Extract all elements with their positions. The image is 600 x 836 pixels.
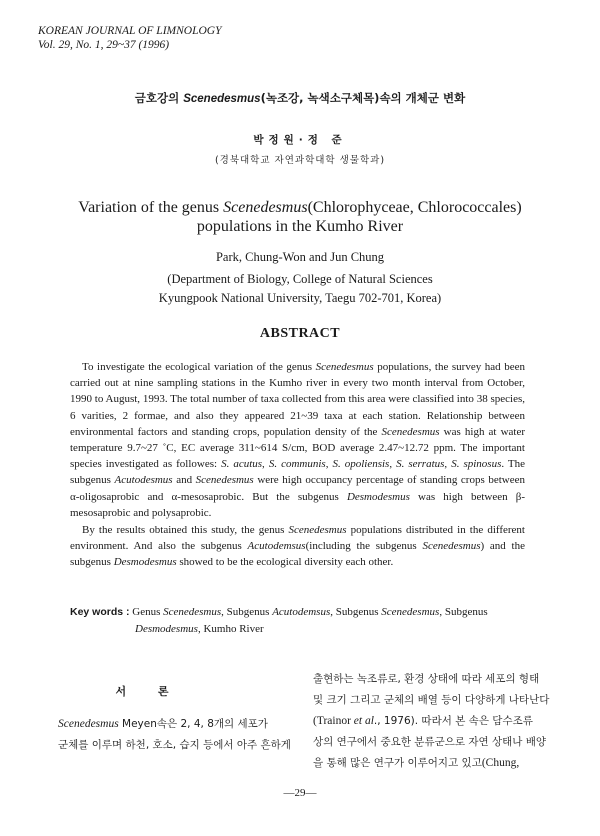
abstract-paragraph-1: To investigate the ecological variation of the genus Scenedesmus populations, the survey had been carried out at nine sampling stations in the Kumho river in every two month interval from October, 1990 to August, 1993. The total number of taxa collected from this area were classified into 38 species, 6 varities, 2 formae, and also they appeared 21~39 taxa at each station. Relationship between environmental factors and standing crops, population density of the Scenedesmus was high at water temperature 9.7~27 ˚C, EC average 311~614 S/cm, BOD average 2.47~12.72 ppm. The important species investigated as followes: S. acutus, S. communis, S. opoliensis, S. serratus, S. spinosus. The subgenus Acutodesmus and Scenedesmus were high occupancy percentage of standing crops between α-oligosaprobic and α-mesosaprobic. But the subgenus Desmodesmus was high between β-mesosaprobic and polysaprobic. xyxy=(70,361,526,519)
english-title-line2: populations in the Kumho River xyxy=(196,218,404,235)
body-right-line5: 을 통해 많은 연구가 이루어지고 있고(Chung, xyxy=(313,757,520,769)
keywords: Key words : Genus Scenedesmus, Subgenus Acutodemsus, Subgenus Scenedesmus, Subgenus Desmodesmus, Kumho River xyxy=(70,606,488,635)
korean-title-post: (녹조강, 녹색소구체목)속의 개체군 변화 xyxy=(260,91,466,105)
abstract-body xyxy=(70,359,525,571)
body-right-line3: (Trainor et al., 1976). 따라서 본 속은 담수조류 xyxy=(313,715,533,727)
english-title-post: (Chlorophyceae, Chlorococcales) xyxy=(307,199,522,216)
journal-volume: Vol. 29, No. 1, 29~37 (1996) xyxy=(38,39,170,51)
korean-title xyxy=(0,90,600,106)
english-title xyxy=(30,198,570,236)
affiliation-line2: Kyungpook National University, Taegu 702-701, Korea) xyxy=(158,291,442,305)
body-right-line1: 출현하는 녹조류로, 환경 상태에 따라 세포의 형태 xyxy=(313,673,540,685)
abstract-paragraph-2: By the results obtained this study, the genus Scenedesmus populations distributed in the different environment. And also the subgenus Acutodemsus(including the subgenus Scenedesmus) and the subgenus Desmodesmus showed to be the ecological diversity each other. xyxy=(70,524,525,569)
abstract-heading: ABSTRACT xyxy=(259,326,341,341)
english-title-pre: Variation of the genus xyxy=(78,199,224,216)
english-authors: Park, Chung-Won and Jun Chung xyxy=(215,250,385,264)
body-right-line4: 상의 연구에서 중요한 분류군으로 자연 상태나 배양 xyxy=(313,736,547,748)
body-left-column xyxy=(58,714,291,756)
korean-title-pre: 금호강의 xyxy=(134,91,184,105)
english-title-genus: Scenedesmus xyxy=(223,199,308,216)
keywords-label: Key words : xyxy=(70,606,130,618)
page-number: —29— xyxy=(283,787,317,799)
affiliation-line1: (Department of Biology, College of Natural Sciences xyxy=(167,272,433,286)
body-left-line2: 군체를 이루며 하천, 호소, 습지 등에서 아주 흔하게 xyxy=(58,739,291,751)
korean-affiliation: (경북대학교 자연과학대학 생물학과) xyxy=(214,155,386,166)
body-right-column xyxy=(313,669,550,774)
body-left-line1: Scenedesmus Meyen속은 2, 4, 8개의 세포가 xyxy=(58,718,268,730)
body-right-line2: 및 크기 그리고 군체의 배열 등이 다양하게 나타난다 xyxy=(313,694,550,706)
journal-header xyxy=(38,24,221,52)
korean-authors: 박정원·정 준 xyxy=(253,134,347,146)
korean-title-genus: Scenedesmus xyxy=(183,93,261,105)
english-affiliation xyxy=(0,270,600,308)
section-heading-introduction: 서 론 xyxy=(115,685,183,698)
journal-name: KOREAN JOURNAL OF LIMNOLOGY xyxy=(38,25,222,37)
